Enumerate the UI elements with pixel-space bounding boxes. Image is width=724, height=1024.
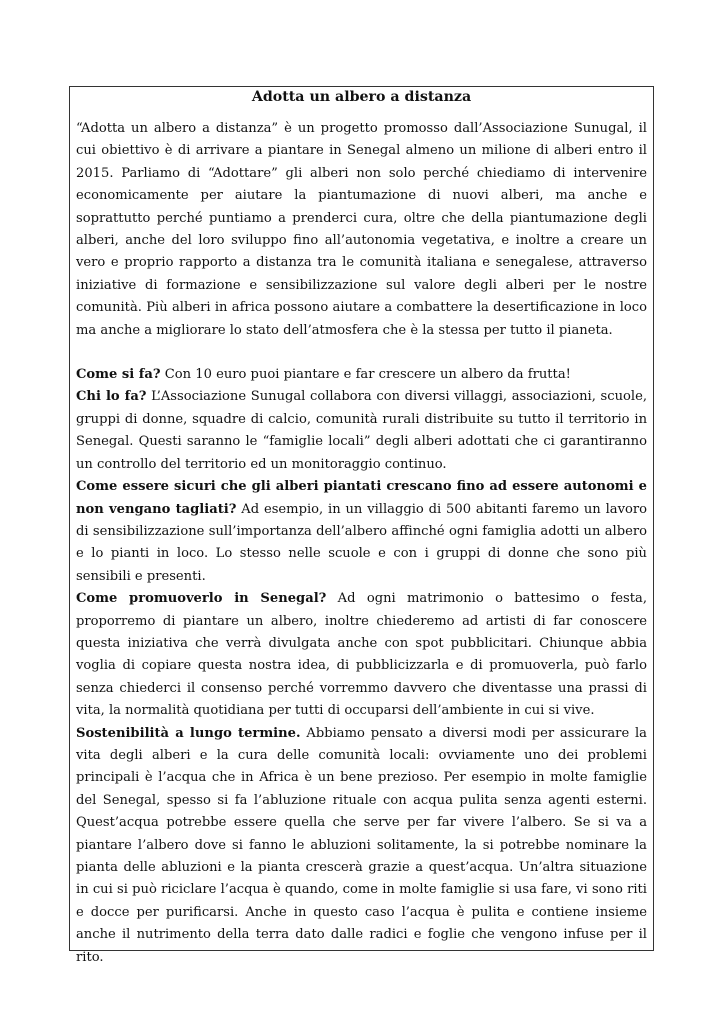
faq-promote-question: Come promuoverlo in Senegal?: [76, 591, 327, 607]
document-frame: [69, 86, 654, 965]
faq-growth-answer: Ad esempio, in un villaggio di 500 abitanti faremo un lavoro di sensibilizzazione sull’importanza dell’albero affinché ogni famiglia adotti un albero e lo pianti in loco. Lo stesso nelle scuole e con i gruppi di donne che sono più sensibili e presenti.: [76, 501, 647, 584]
intro-paragraph: “Adotta un albero a distanza” è un progetto promosso dall’Associazione Sunugal, il cui obiettivo è di arrivare a piantare in Senegal almeno un milione di alberi entro il 2015. Parliamo di “Adottare” gli alberi non solo perché chiediamo di intervenire economicamente per aiutare la piantumazione di nuovi alberi, ma anche e soprattutto perché puntiamo a prenderci cura, oltre che della piantumazione degli alberi, anche del loro sviluppo fino all’autonomia vegetativa, e inoltre a creare un vero e proprio rapporto a distanza tra le comunità italiana e senegalese, attraverso iniziative di formazione e sensibilizzazione sul valore degli alberi per le nostre comunità. Più alberi in africa possono aiutare a combattere la desertificazione in loco ma anche a migliorare lo stato dell’atmosfera che è la stessa per tutto il pianeta.: [76, 121, 647, 338]
faq-sustainability-answer: Abbiamo pensato a diversi modi per assicurare la vita degli alberi e la cura delle comunità locali: ovviamente uno dei problemi principali è l’acqua che in Africa è un bene prezioso. Per esempio in molte famiglie del Senegal, spesso si fa l’abluzione rituale con acqua pulita senza agenti esterni. Quest’acqua potrebbe essere quella che serve per far vivere l’albero. Se si va a piantare l’albero dove si fanno le abluzioni solitamente, la si potrebbe nominare la pianta delle abluzioni e la pianta crescerà grazie a quest’acqua. Un’altra situazione in cui si può riciclare l’acqua è quando, come in molte famiglie si usa fare, vi sono riti e docce per purificarsi. Anche in questo caso l’acqua è pulita e contiene insieme anche il nutrimento della terra dato dalle radici e foglie che vengono infuse per il rito.: [76, 725, 647, 965]
faq-growth-question: Come essere sicuri che gli alberi piantati crescano fino ad essere autonomi e non vengano tagliati?: [76, 479, 647, 517]
paragraph-spacer: [76, 342, 647, 364]
faq-growth: [76, 476, 647, 588]
faq-who-answer: L’Associazione Sunugal collabora con diversi villaggi, associazioni, scuole, gruppi di donne, squadre di calcio, comunità rurali distribuite su tutto il territorio in Senegal. Questi saranno le “famiglie locali” degli alberi adottati che ci garantiranno un controllo del territorio ed un monitoraggio continuo.: [76, 389, 648, 472]
faq-promote-answer: Ad ogni matrimonio o battesimo o festa, proporremo di piantare un albero, inoltre chiederemo ad artisti di far conoscere questa iniziativa che verrà divulgata anche con spot pubblicitari. Chiunque abbia voglia di copiare questa nostra idea, di pubblicizzarla e di promuoverla, può farlo senza chiederci il consenso perché vorremmo davvero che diventasse una prassi di vita, la normalità quotidiana per tutti di occuparsi dell’ambiente in cui si vive.: [76, 591, 647, 719]
faq-who-question: Chi lo fa?: [76, 389, 147, 405]
faq-promote: [76, 588, 647, 722]
faq-who: [76, 386, 647, 476]
faq-sustainability-question: Sostenibilità a lungo termine.: [76, 725, 301, 741]
faq-how-answer: Con 10 euro puoi piantare e far crescere un albero da frutta!: [160, 367, 571, 383]
faq-how: [76, 364, 647, 386]
document-title: Adotta un albero a distanza: [251, 89, 472, 105]
faq-how-question: Come si fa?: [76, 367, 161, 383]
faq-sustainability: [76, 723, 647, 969]
